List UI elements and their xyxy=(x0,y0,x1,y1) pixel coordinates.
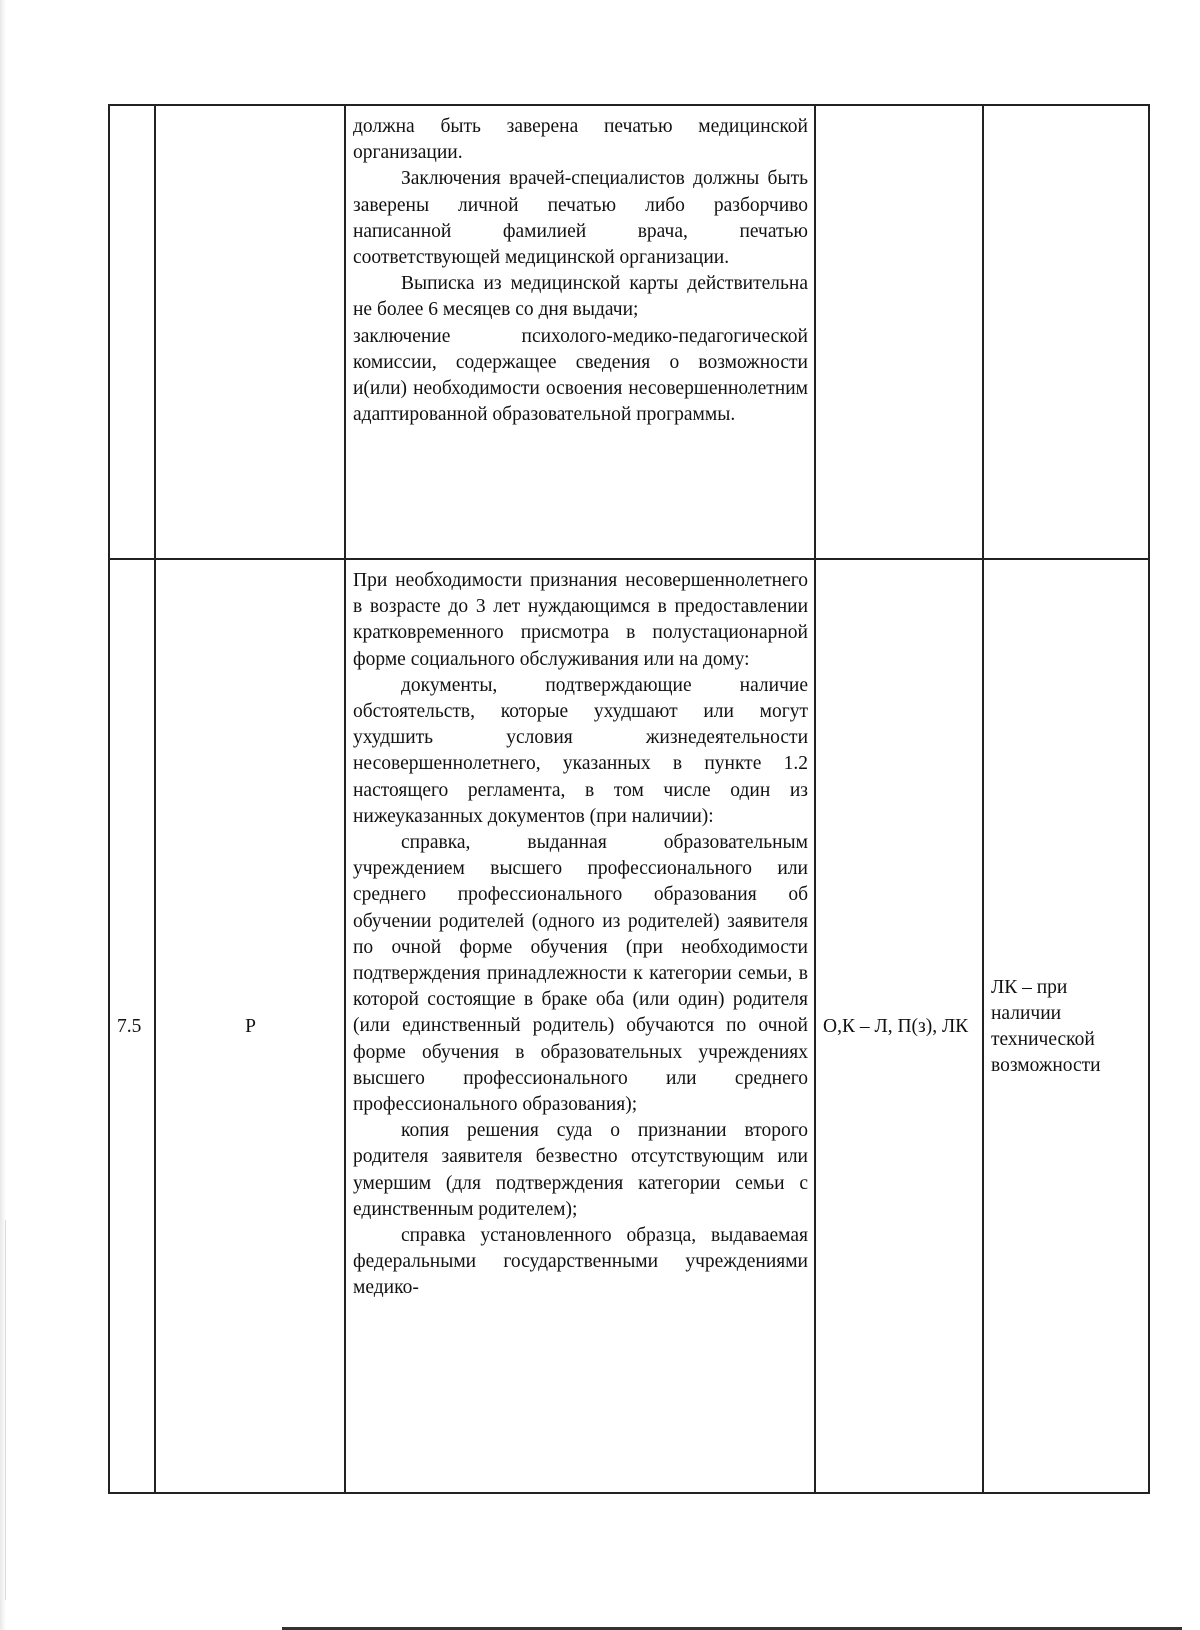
description-paragraph: справка установленного образца, выдаваемая федеральными государственными учреждениями медико- xyxy=(353,1225,808,1299)
description-paragraph: Выписка из медицинской карты действительна не более 6 месяцев со дня выдачи; xyxy=(353,273,808,321)
electronic-availability-cell xyxy=(983,105,1149,559)
code-cell xyxy=(155,105,345,559)
description-paragraph: справка, выданная образовательным учреждением высшего профессионального или среднего профессионального образования об обучении родителей (одного из родителей) заявителя по очной форме обучения (при необходимости подтверждения принадлежности к категории семьи, в которой состоящие в браке оба (или один) родителя (или единственный родитель) обучаются по очной форме обучения в образовательных учреждениях высшего профессионального или среднего профессионального образования); xyxy=(353,832,808,1116)
table-row xyxy=(109,105,1149,559)
description-paragraph: должна быть заверена печатью медицинской организации. xyxy=(353,116,808,164)
description-paragraph: При необходимости признания несовершеннолетнего в возрасте до 3 лет нуждающимся в предоставлении кратковременного присмотра в полустационарной форме социального обслуживания или на дому: xyxy=(353,570,808,670)
description-paragraph: документы, подтверждающие наличие обстоятельств, которые ухудшают или могут ухудшить условия жизнедеятельности несовершеннолетнего, указанных в пункте 1.2 настоящего регламента, в том числе один из нижеуказанных документов (при наличии): xyxy=(353,674,808,827)
electronic-availability-cell: ЛК – при наличии технической возможности xyxy=(983,559,1149,1493)
row-number-cell xyxy=(109,105,155,559)
code-cell: Р xyxy=(155,559,345,1493)
row-number-cell: 7.5 xyxy=(109,559,155,1493)
scan-artifact-line xyxy=(5,1220,6,1600)
description-paragraph: Заключения врачей-специалистов должны быть заверены личной печатью либо разборчиво написанной фамилией врача, печатью соответствующей медицинской организации. xyxy=(353,168,808,269)
submission-method-cell: О,К – Л, П(з), ЛК xyxy=(815,559,983,1493)
document-description-cell xyxy=(345,105,815,559)
regulation-table xyxy=(108,104,1150,1494)
submission-method-cell xyxy=(815,105,983,559)
description-paragraph: заключение психолого-медико-педагогической комиссии, содержащее сведения о возможности и(или) необходимости освоения несовершеннолетним адаптированной образовательной программы. xyxy=(353,325,808,426)
document-description-cell xyxy=(345,559,815,1493)
table-row xyxy=(109,559,1149,1493)
description-paragraph: копия решения суда о признании второго родителя заявителя безвестно отсутствующим или умершим (для подтверждения категории семьи с единственным родителем); xyxy=(353,1120,808,1220)
